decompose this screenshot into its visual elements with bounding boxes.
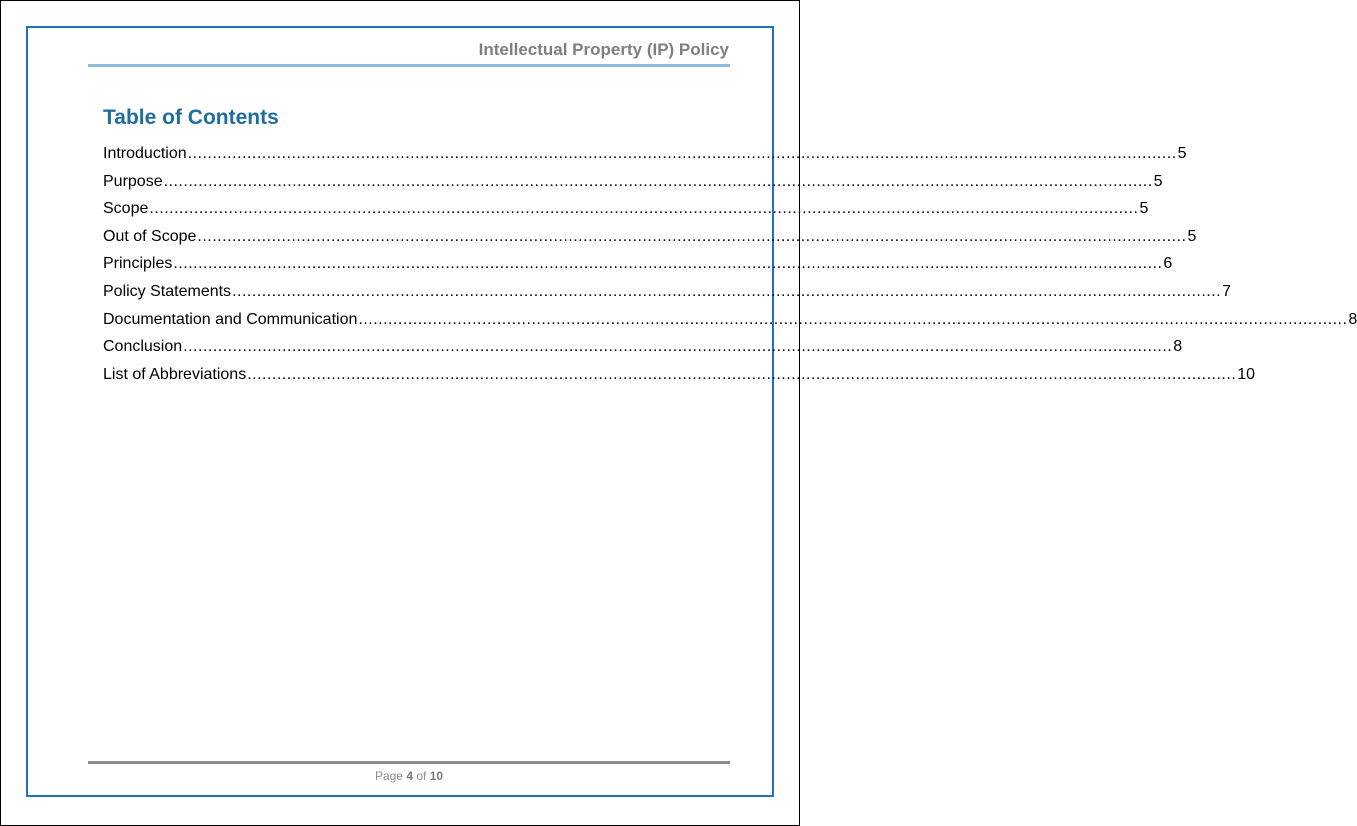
toc-dot-leader: ........................................................................................................................................................................................................ [149, 200, 1139, 218]
toc-entry-page: 5 [1177, 145, 1187, 162]
toc-dot-leader: ........................................................................................................................................................................................................ [173, 255, 1163, 273]
toc-heading: Table of Contents [103, 106, 279, 129]
footer-current-page: 4 [406, 769, 413, 783]
toc-dot-leader: ........................................................................................................................................................................................................ [187, 145, 1177, 162]
footer-page-prefix: Page [374, 769, 403, 783]
footer-divider [88, 761, 730, 764]
toc-entry-principles[interactable] [103, 255, 1173, 283]
toc-entry-page: 5 [1187, 227, 1197, 245]
toc-entry-page: 10 [1237, 365, 1256, 383]
page-header-title: Intellectual Property (IP) Policy [478, 40, 729, 59]
toc-entry-page: 5 [1139, 200, 1149, 218]
toc-entry-list-of-abbreviations[interactable] [103, 365, 1256, 394]
footer-total-pages: 10 [429, 769, 444, 783]
toc-entry-introduction[interactable] [103, 145, 1187, 173]
toc-entry-label: List of Abbreviations [103, 365, 247, 383]
toc-dot-leader: ........................................................................................................................................................................................................ [358, 310, 1348, 328]
toc-entry-page: 8 [1348, 310, 1357, 328]
toc-entry-label: Conclusion [103, 338, 183, 356]
toc-dot-leader: ........................................................................................................................................................................................................ [163, 172, 1153, 190]
page-footer [88, 769, 730, 783]
toc-dot-leader: ........................................................................................................................................................................................................ [197, 227, 1187, 245]
toc-entry-purpose[interactable] [103, 172, 1163, 201]
toc-entry-policy-statements[interactable] [103, 282, 1232, 311]
toc-dot-leader: ........................................................................................................................................................................................................ [232, 282, 1222, 300]
toc-entry-documentation-and-communication[interactable] [103, 310, 1357, 339]
toc-dot-leader: ........................................................................................................................................................................................................ [183, 338, 1173, 356]
toc-entry-scope[interactable] [103, 200, 1149, 228]
toc-entry-label: Introduction [103, 145, 187, 162]
toc-entry-label: Policy Statements [103, 282, 232, 300]
toc-entry-page: 5 [1153, 172, 1163, 190]
footer-of-text: of [416, 769, 427, 783]
toc-entry-label: Principles [103, 255, 173, 273]
toc-entry-page: 7 [1222, 282, 1232, 300]
toc-dot-leader: ........................................................................................................................................................................................................ [247, 365, 1237, 383]
toc-entry-page: 8 [1173, 338, 1183, 356]
toc-list [103, 145, 1357, 393]
toc-entry-label: Scope [103, 200, 149, 218]
toc-entry-out-of-scope[interactable] [103, 227, 1197, 256]
page-border [26, 26, 774, 797]
toc-entry-label: Purpose [103, 172, 163, 190]
toc-entry-label: Documentation and Communication [103, 310, 358, 328]
toc-entry-conclusion[interactable] [103, 338, 1183, 366]
header-divider [88, 64, 730, 67]
toc-entry-label: Out of Scope [103, 227, 197, 245]
toc-entry-page: 6 [1163, 255, 1173, 273]
